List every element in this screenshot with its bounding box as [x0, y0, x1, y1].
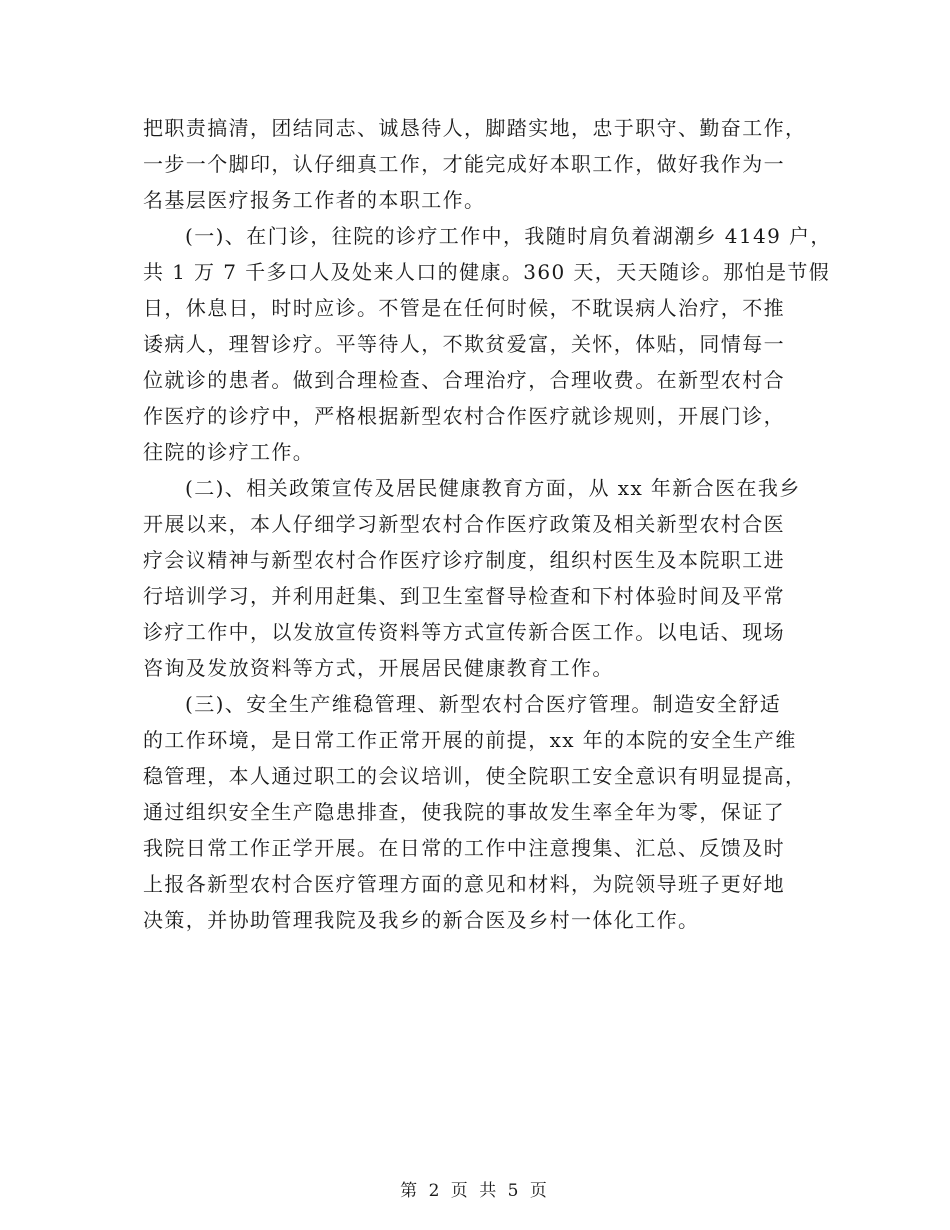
text-line: 一步一个脚印，认仔细真工作，才能完成好本职工作，做好我作为一: [143, 152, 785, 176]
text-line: 位就诊的患者。做到合理检查、合理治疗，合理收费。在新型农村合: [143, 368, 785, 392]
text-line: 诊疗工作中，以发放宣传资料等方式宣传新合医工作。以电话、现场: [143, 620, 785, 644]
paragraph-intro-continued: [143, 110, 813, 218]
text-line-first: (二)、相关政策宣传及居民健康教育方面，从 xx 年新合医在我乡: [185, 476, 801, 500]
paragraph-section-3: [143, 686, 813, 938]
text-line-first: (一)、在门诊，往院的诊疗工作中，我随时肩负着湖潮乡 4149 户，: [185, 224, 832, 248]
text-line: 通过组织安全生产隐患排查，使我院的事故发生率全年为零，保证了: [143, 800, 785, 824]
text-line: 我院日常工作正学开展。在日常的工作中注意搜集、汇总、反馈及时: [143, 836, 785, 860]
document-body: [143, 110, 832, 938]
text-line: 咨询及发放资料等方式，开展居民健康教育工作。: [143, 656, 614, 680]
text-line: 开展以来，本人仔细学习新型农村合作医疗政策及相关新型农村合医: [143, 512, 785, 536]
page-number-footer: 第 2 页 共 5 页: [400, 1181, 550, 1201]
text-line-first: (三)、安全生产维稳管理、新型农村合医疗管理。制造安全舒适: [185, 692, 782, 716]
text-line: 日，休息日，时时应诊。不管是在任何时候，不耽误病人治疗，不推: [143, 296, 785, 320]
text-line: 共 1 万 7 千多口人及处来人口的健康。360 天，天天随诊。那怕是节假: [143, 260, 831, 284]
text-line: 往院的诊疗工作。: [143, 440, 315, 464]
text-line: 行培训学习，并利用赶集、到卫生室督导检查和下村体验时间及平常: [143, 584, 785, 608]
text-line: 上报各新型农村合医疗管理方面的意见和材料，为院领导班子更好地: [143, 872, 785, 896]
text-line: 的工作环境，是日常工作正常开展的前提，xx 年的本院的安全生产维: [143, 728, 797, 752]
paragraph-section-2: [143, 470, 813, 686]
text-line: 把职责搞清，团结同志、诚恳待人，脚踏实地，忠于职守、勤奋工作，: [143, 116, 807, 140]
text-line: 名基层医疗报务工作者的本职工作。: [143, 188, 486, 212]
text-line: 诿病人，理智诊疗。平等待人，不欺贫爱富，关怀，体贴，同情每一: [143, 332, 785, 356]
paragraph-section-1: [143, 218, 832, 470]
text-line: 决策，并协助管理我院及我乡的新合医及乡村一体化工作。: [143, 908, 700, 932]
text-line: 作医疗的诊疗中，严格根据新型农村合作医疗就诊规则，开展门诊，: [143, 404, 785, 428]
text-line: 疗会议精神与新型农村合作医疗诊疗制度，组织村医生及本院职工进: [143, 548, 785, 572]
text-line: 稳管理，本人通过职工的会议培训，使全院职工安全意识有明显提高，: [143, 764, 807, 788]
